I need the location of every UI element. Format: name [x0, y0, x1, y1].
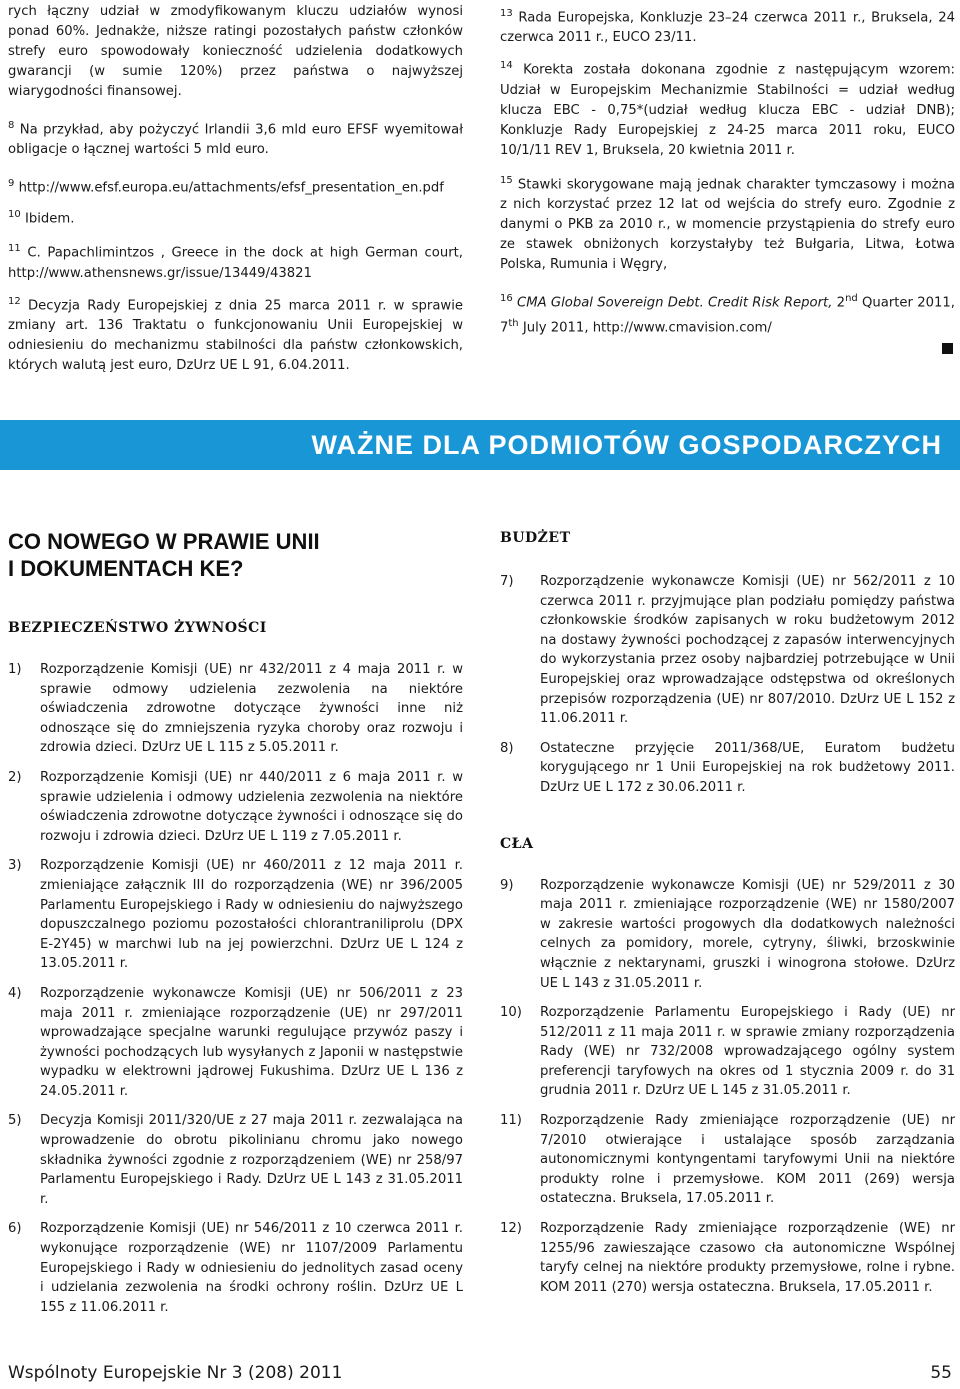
footnote-13: $^{13}$ Rada Europejska, Konkluzje 23–24 czerwca 2011 r., Bruksela, 24 czerwca 2011 r., EUCO 23/11. [500, 8, 955, 46]
list-item-10: 10) Rozporządzenie Parlamentu Europejskiego i Rady (UE) nr 512/2011 z 11 maja 2011 r. w sprawie zmiany rozporządzenia Rady (WE) nr 732/2008 wprowadzającego ogólny system preferencji taryfowych na okres od 1 stycznia 2009 r. do 31 grudnia 2011 r. DzUrz UE L 145 z 31.05.2011 r. [500, 1005, 955, 1099]
section-heading-food-safety: BEZPIECZEŃSTWO ŻYWNOŚCI [8, 620, 267, 636]
footnote-16[interactable]: $^{16}$ CMA Global Sovereign Debt. Credit Risk Report, 2nd Quarter 2011, 7th July 2011, http://www.cmavision.com/ [500, 293, 955, 335]
list-item-3: 3) Rozporządzenie Komisji (UE) nr 460/2011 z 12 maja 2011 r. zmieniające załącznik III do rozporządzenia (WE) nr 396/2005 Parlamentu Europejskiego i Rady w odniesieniu do najwyższego dopuszczalnego poziomu pozostałości chlorantraniliprolu (DPX E-2Y45) w marchwi lub na jej powierzchni. DzUrz UE L 124 z 13.05.2011 r. [8, 858, 463, 972]
journal-footer: Wspólnoty Europejskie Nr 3 (208) 2011 [8, 1363, 343, 1383]
footnote-8: $^8$ Na przykład, aby pożyczyć Irlandii 3,6 mld euro EFSF wyemitował obligacje o łącznej wartości 5 mld euro. [8, 120, 463, 158]
section-heading-customs: CŁA [500, 835, 534, 852]
list-item-9: 9) Rozporządzenie wykonawcze Komisji (UE) nr 529/2011 z 30 maja 2011 r. zmieniające rozporządzenie (WE) nr 1580/2007 w zakresie wartości progowych dla dodatkowych należności celnych za pomidory, morele, cytryny, śliwki, brzoskwinie włącznie z nektarynami, gruszki i winogrona stołowe. DzUrz UE L 143 z 31.05.2011 r. [500, 877, 955, 991]
top-left-column [8, 2, 463, 376]
top-right-column [500, 4, 955, 338]
list-item-2: 2) Rozporządzenie Komisji (UE) nr 440/2011 z 6 maja 2011 r. w sprawie udzielenia i odmowy udzielenia zezwolenia na niektóre oświadczenia zdrowotne dotyczące żywności i odnoszące się do rozwoju i zdrowia dzieci. DzUrz UE L 119 z 7.05.2011 r. [8, 769, 463, 844]
footnote-9[interactable]: $^9$ http://www.efsf.europa.eu/attachments/efsf_presentation_en.pdf [8, 178, 444, 196]
right-column [500, 530, 955, 1307]
footnote-14: $^{14}$ Korekta została dokonana zgodnie z następującym wzorem: Udział w Europejskim Mechanizmie Stabilności = udział według klucza EBC - 0,75*(udział według klucza EBC - udział DNB); Konkluzje Rady Europejskiej z 24-25 marca 2011 roku, EUCO 10/1/11 REV 1, Bruksela, 20 kwietnia 2011 r. [500, 60, 955, 158]
intro-paragraph: rych łączny udział w zmodyfikowanym kluczu udziałów wynosi ponad 60%. Jednakże, niższe ratingi pozostałych państw członków strefy euro spowodowały konieczność udzielenia dodatkowych gwarancji (w sumie 120%) przez państwa o najwyższej wiarygodności finansowej. [8, 4, 463, 99]
footnote-15: $^{15}$ Stawki skorygowane mają jednak charakter tymczasowy i można z nich korzystać przez 12 lat od wejścia do strefy euro. Zgodnie z danymi o PKB za 2010 r., w momencie przystąpienia do strefy euro ze stawek obniżonych korzystałyby też Bułgaria, Litwa, Łotwa Polska, Rumunia i Węgry, [500, 174, 955, 273]
banner-title: WAŻNE DLA PODMIOTÓW GOSPODARCZYCH [311, 430, 942, 460]
section-banner [0, 420, 960, 470]
main-heading: CO NOWEGO W PRAWIE UNII I DOKUMENTACH KE? [8, 529, 320, 581]
list-item-12: 12) Rozporządzenie Rady zmieniające rozporządzenie (WE) nr 1255/96 zawieszające czasowo cła autonomiczne Wspólnej taryfy celnej na niektóre produkty przemysłowe, rolne i rybne. KOM 2011 (270) wersja ostateczna. Bruksela, 17.05.2011 r. [500, 1221, 955, 1295]
list-item-11: 11) Rozporządzenie Rady zmieniające rozporządzenie (UE) nr 7/2010 otwierające i ustalające sposób zarządzania autonomicznymi kontyngentami taryfowymi Unii na niektóre produkty rolne i przemysłowe. KOM 2011 (269) wersja ostateczna. Bruksela, 17.05.2011 r. [500, 1113, 955, 1207]
list-item-8: 8) Ostateczne przyjęcie 2011/368/UE, Euratom budżetu korygującego nr 1 Unii Europejskiej na rok budżetowy 2011. DzUrz UE L 172 z 30.06.2011 r. [500, 740, 955, 795]
footnote-12: $^{12}$ Decyzja Rady Europejskiej z dnia 25 marca 2011 r. w sprawie zmiany art. 136 Traktatu o funkcjonowaniu Unii Europejskiej w odniesieniu do mechanizmu stabilności dla państw członkowskich, których walutą jest euro, DzUrz UE L 91, 6.04.2011. [8, 295, 463, 373]
list-item-6: 6) Rozporządzenie Komisji (UE) nr 546/2011 z 10 czerwca 2011 r. wykonujące rozporządzenie (WE) nr 1107/2009 Parlamentu Europejskiego i Rady w odniesieniu do jednolitych zasad oceny i udzielania zezwolenia na środki ochrony roślin. DzUrz UE L 155 z 11.06.2011 r. [8, 1221, 463, 1315]
page-number: 55 [930, 1363, 952, 1383]
list-item-5: 5) Decyzja Komisji 2011/320/UE z 27 maja 2011 r. zezwalająca na wprowadzenie do obrotu pikolinianu chromu jako nowego składnika żywności zgodnie z rozporządzeniem (WE) nr 258/97 Parlamentu Europejskiego i Rady. DzUrz UE L 143 z 31.05.2011 r. [8, 1113, 463, 1207]
list-item-1: 1) Rozporządzenie Komisji (UE) nr 432/2011 z 4 maja 2011 r. w sprawie odmowy udzielenia zezwolenia na niektóre oświadczenia zdrowotne dotyczące żywności inne niż odnoszące się do zmniejszenia ryzyka choroby oraz rozwoju i zdrowia dzieci. DzUrz UE L 115 z 5.05.2011 r. [8, 662, 463, 756]
left-column [8, 528, 463, 1327]
list-item-7: 7) Rozporządzenie wykonawcze Komisji (UE) nr 562/2011 z 10 czerwca 2011 r. przyjmujące plan podziału pomiędzy państwa członkowskie środków zapisanych w roku budżetowym 2012 na dostawy żywności pochodzącej z zapasów interwencyjnych do wykorzystania przez osoby najbardziej potrzebujące w Unii Europejskiej oraz wprowadzające odstępstwa od określonych przepisów rozporządzenia (UE) nr 807/2010. DzUrz UE L 152 z 11.06.2011 r. [500, 574, 955, 727]
footnote-11[interactable]: $^{11}$ C. Papachlimintzos , Greece in the dock at high German court, http://www.athensnews.gr/issue/13449/43821 [8, 243, 463, 281]
list-item-4: 4) Rozporządzenie wykonawcze Komisji (UE) nr 506/2011 z 23 maja 2011 r. zmieniające rozporządzenie (UE) nr 297/2011 wprowadzające specjalne warunki regulujące przywóz paszy i żywności pochodzących lub wysyłanych z Japonii w następstwie wypadku w elektrowni jądrowej Fukushima. DzUrz UE L 136 z 24.05.2011 r. [8, 985, 463, 1099]
footnote-10: $^{10}$ Ibidem. [8, 208, 75, 227]
section-heading-budget: BUDŻET [500, 530, 571, 546]
end-of-article-marker-icon [942, 343, 953, 354]
